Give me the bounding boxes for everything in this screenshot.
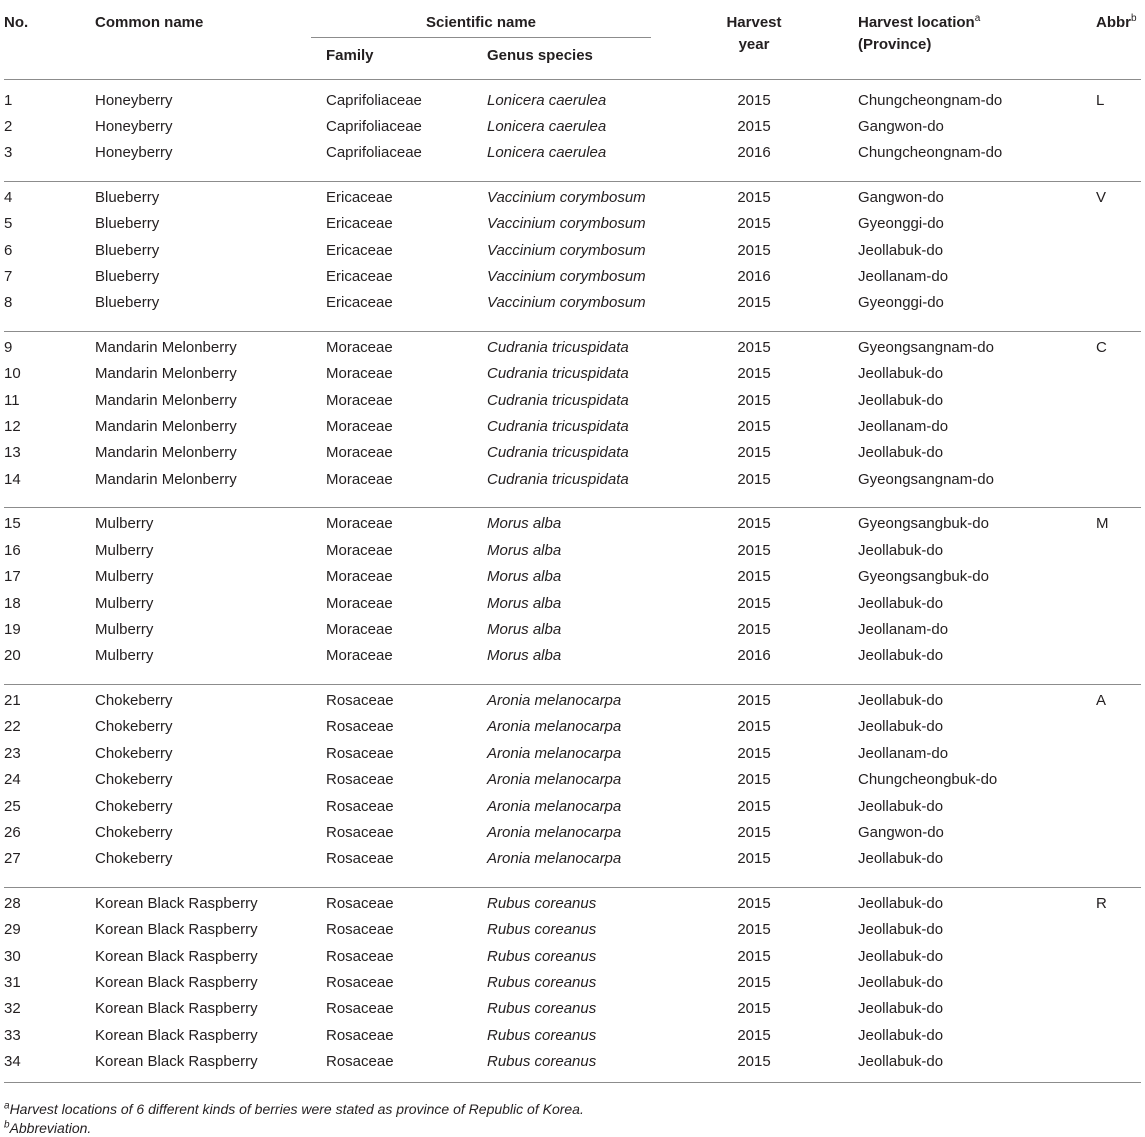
header-common-name: Common name xyxy=(95,14,204,31)
cell-harvest-year: 2015 xyxy=(737,1000,771,1017)
cell-harvest-year: 2015 xyxy=(737,1053,771,1070)
cell-row-number: 22 xyxy=(4,718,21,735)
cell-harvest-location: Gyeongsangnam-do xyxy=(858,339,994,356)
cell-common-name: Honeyberry xyxy=(95,92,173,109)
cell-common-name: Mandarin Melonberry xyxy=(95,471,237,488)
cell-genus-species: Morus alba xyxy=(487,621,562,638)
cell-row-number: 29 xyxy=(4,921,21,938)
cell-row-number: 10 xyxy=(4,365,21,382)
cell-genus-species: Rubus coreanus xyxy=(487,1027,597,1044)
cell-common-name: Chokeberry xyxy=(95,718,173,735)
cell-genus-species: Vaccinium corymbosum xyxy=(487,294,646,311)
cell-harvest-location: Jeollabuk-do xyxy=(858,974,944,991)
cell-family: Rosaceae xyxy=(326,895,394,912)
cell-abbreviation: C xyxy=(1096,339,1107,356)
cell-common-name: Korean Black Raspberry xyxy=(95,895,258,912)
header-abbr xyxy=(1096,12,1137,34)
cell-common-name: Honeyberry xyxy=(95,144,173,161)
cell-harvest-location: Jeollabuk-do xyxy=(858,850,944,867)
group-separator xyxy=(4,684,1141,685)
cell-common-name: Mulberry xyxy=(95,568,154,585)
cell-harvest-location: Jeollabuk-do xyxy=(858,1027,944,1044)
cell-row-number: 17 xyxy=(4,568,21,585)
cell-genus-species: Cudrania tricuspidata xyxy=(487,339,629,356)
cell-genus-species: Rubus coreanus xyxy=(487,974,597,991)
header-harvest-location-line1 xyxy=(858,12,980,34)
cell-row-number: 11 xyxy=(4,392,20,409)
cell-family: Caprifoliaceae xyxy=(326,144,422,161)
cell-harvest-year: 2015 xyxy=(737,118,771,135)
cell-row-number: 31 xyxy=(4,974,21,991)
header-bottom-rule xyxy=(4,79,1141,80)
cell-row-number: 21 xyxy=(4,692,21,709)
header-genus-species: Genus species xyxy=(487,47,593,64)
cell-family: Ericaceae xyxy=(326,294,393,311)
cell-family: Moraceae xyxy=(326,595,393,612)
cell-common-name: Chokeberry xyxy=(95,850,173,867)
cell-harvest-location: Gangwon-do xyxy=(858,824,944,841)
cell-row-number: 30 xyxy=(4,948,21,965)
cell-genus-species: Cudrania tricuspidata xyxy=(487,365,629,382)
cell-common-name: Mandarin Melonberry xyxy=(95,339,237,356)
cell-common-name: Korean Black Raspberry xyxy=(95,1053,258,1070)
cell-family: Rosaceae xyxy=(326,798,394,815)
cell-row-number: 23 xyxy=(4,745,21,762)
cell-family: Rosaceae xyxy=(326,692,394,709)
cell-genus-species: Morus alba xyxy=(487,568,562,585)
cell-harvest-year: 2015 xyxy=(737,824,771,841)
cell-row-number: 25 xyxy=(4,798,21,815)
cell-harvest-location: Jeollabuk-do xyxy=(858,1053,944,1070)
footnote-b-text: Abbreviation. xyxy=(9,1120,92,1136)
cell-common-name: Chokeberry xyxy=(95,745,173,762)
cell-family: Rosaceae xyxy=(326,974,394,991)
cell-row-number: 13 xyxy=(4,444,21,461)
cell-harvest-location: Jeollabuk-do xyxy=(858,595,944,612)
header-abbr-text: Abbr xyxy=(1096,14,1131,31)
cell-family: Moraceae xyxy=(326,621,393,638)
cell-harvest-year: 2015 xyxy=(737,242,771,259)
cell-harvest-year: 2015 xyxy=(737,921,771,938)
cell-row-number: 2 xyxy=(4,118,13,135)
cell-row-number: 27 xyxy=(4,850,21,867)
cell-genus-species: Rubus coreanus xyxy=(487,921,597,938)
cell-harvest-year: 2015 xyxy=(737,718,771,735)
cell-row-number: 16 xyxy=(4,542,21,559)
cell-harvest-location: Jeollabuk-do xyxy=(858,444,944,461)
cell-harvest-year: 2015 xyxy=(737,444,771,461)
cell-harvest-location: Jeollabuk-do xyxy=(858,365,944,382)
header-harvest-location-text: Harvest location xyxy=(858,14,975,31)
cell-row-number: 3 xyxy=(4,144,13,161)
cell-harvest-year: 2015 xyxy=(737,215,771,232)
cell-row-number: 26 xyxy=(4,824,21,841)
cell-common-name: Mulberry xyxy=(95,542,154,559)
cell-family: Rosaceae xyxy=(326,718,394,735)
cell-common-name: Mandarin Melonberry xyxy=(95,418,237,435)
cell-family: Rosaceae xyxy=(326,1053,394,1070)
cell-harvest-location: Chungcheongbuk-do xyxy=(858,771,998,788)
footnote-b-marker: b xyxy=(1131,13,1137,24)
cell-genus-species: Aronia melanocarpa xyxy=(487,718,622,735)
cell-family: Ericaceae xyxy=(326,242,393,259)
cell-family: Rosaceae xyxy=(326,948,394,965)
cell-harvest-year: 2015 xyxy=(737,339,771,356)
cell-harvest-location: Jeollanam-do xyxy=(858,621,949,638)
cell-family: Caprifoliaceae xyxy=(326,118,422,135)
scientific-name-underline xyxy=(311,37,651,38)
cell-family: Moraceae xyxy=(326,568,393,585)
group-separator xyxy=(4,887,1141,888)
cell-harvest-year: 2015 xyxy=(737,692,771,709)
cell-common-name: Honeyberry xyxy=(95,118,173,135)
cell-harvest-location: Jeollabuk-do xyxy=(858,1000,944,1017)
cell-harvest-location: Jeollabuk-do xyxy=(858,718,944,735)
footnote-a-marker: a xyxy=(974,13,981,24)
cell-genus-species: Rubus coreanus xyxy=(487,1000,597,1017)
footnote-b xyxy=(4,1119,91,1137)
cell-harvest-location: Jeollabuk-do xyxy=(858,921,944,938)
cell-harvest-location: Jeollabuk-do xyxy=(858,692,944,709)
cell-row-number: 20 xyxy=(4,647,21,664)
cell-common-name: Chokeberry xyxy=(95,824,173,841)
cell-row-number: 28 xyxy=(4,895,21,912)
cell-abbreviation: M xyxy=(1096,515,1109,532)
cell-harvest-year: 2015 xyxy=(737,294,771,311)
cell-common-name: Mandarin Melonberry xyxy=(95,444,237,461)
cell-harvest-year: 2015 xyxy=(737,542,771,559)
cell-harvest-location: Jeollanam-do xyxy=(858,745,949,762)
cell-harvest-location: Gyeonggi-do xyxy=(858,294,944,311)
cell-harvest-location: Gyeongsangbuk-do xyxy=(858,515,989,532)
cell-harvest-location: Jeollabuk-do xyxy=(858,798,944,815)
cell-harvest-location: Gangwon-do xyxy=(858,189,944,206)
cell-genus-species: Lonicera caerulea xyxy=(487,118,607,135)
cell-common-name: Blueberry xyxy=(95,242,160,259)
cell-genus-species: Aronia melanocarpa xyxy=(487,798,622,815)
cell-genus-species: Rubus coreanus xyxy=(487,1053,597,1070)
header-harvest-year-line1: Harvest xyxy=(726,14,782,31)
footnote-a-mark: a xyxy=(4,1100,10,1112)
cell-harvest-year: 2015 xyxy=(737,595,771,612)
group-separator xyxy=(4,507,1141,508)
cell-harvest-year: 2015 xyxy=(737,92,771,109)
footnote-b-mark: b xyxy=(4,1119,10,1131)
cell-row-number: 9 xyxy=(4,339,13,356)
cell-common-name: Korean Black Raspberry xyxy=(95,921,258,938)
cell-row-number: 24 xyxy=(4,771,21,788)
cell-harvest-year: 2015 xyxy=(737,418,771,435)
cell-family: Moraceae xyxy=(326,339,393,356)
cell-genus-species: Aronia melanocarpa xyxy=(487,824,622,841)
cell-harvest-location: Gangwon-do xyxy=(858,118,944,135)
cell-row-number: 15 xyxy=(4,515,21,532)
cell-family: Rosaceae xyxy=(326,824,394,841)
cell-family: Rosaceae xyxy=(326,850,394,867)
cell-genus-species: Morus alba xyxy=(487,515,562,532)
cell-harvest-year: 2015 xyxy=(737,392,771,409)
cell-genus-species: Aronia melanocarpa xyxy=(487,745,622,762)
cell-harvest-location: Jeollabuk-do xyxy=(858,948,944,965)
cell-common-name: Chokeberry xyxy=(95,798,173,815)
cell-common-name: Korean Black Raspberry xyxy=(95,974,258,991)
cell-common-name: Korean Black Raspberry xyxy=(95,948,258,965)
cell-family: Moraceae xyxy=(326,647,393,664)
cell-family: Moraceae xyxy=(326,542,393,559)
cell-harvest-year: 2016 xyxy=(737,647,771,664)
cell-row-number: 32 xyxy=(4,1000,21,1017)
cell-harvest-location: Gyeongsangbuk-do xyxy=(858,568,989,585)
cell-harvest-year: 2016 xyxy=(737,268,771,285)
cell-abbreviation: R xyxy=(1096,895,1107,912)
cell-harvest-year: 2015 xyxy=(737,948,771,965)
header-harvest-year-line2: year xyxy=(738,36,770,53)
cell-common-name: Korean Black Raspberry xyxy=(95,1027,258,1044)
cell-common-name: Mulberry xyxy=(95,515,154,532)
cell-row-number: 12 xyxy=(4,418,21,435)
group-separator xyxy=(4,181,1141,182)
cell-family: Moraceae xyxy=(326,392,393,409)
cell-row-number: 19 xyxy=(4,621,21,638)
header-harvest-location-line2: (Province) xyxy=(858,36,932,53)
header-scientific-name: Scientific name xyxy=(425,14,537,31)
cell-harvest-year: 2015 xyxy=(737,471,771,488)
cell-row-number: 33 xyxy=(4,1027,21,1044)
cell-genus-species: Aronia melanocarpa xyxy=(487,771,622,788)
cell-genus-species: Vaccinium corymbosum xyxy=(487,242,646,259)
cell-common-name: Mulberry xyxy=(95,595,154,612)
cell-row-number: 4 xyxy=(4,189,13,206)
cell-genus-species: Vaccinium corymbosum xyxy=(487,189,646,206)
cell-family: Rosaceae xyxy=(326,1027,394,1044)
cell-harvest-year: 2016 xyxy=(737,144,771,161)
cell-harvest-year: 2015 xyxy=(737,1027,771,1044)
cell-row-number: 6 xyxy=(4,242,13,259)
cell-harvest-year: 2015 xyxy=(737,365,771,382)
cell-common-name: Blueberry xyxy=(95,294,160,311)
header-no: No. xyxy=(4,14,29,31)
group-separator xyxy=(4,331,1141,332)
cell-harvest-year: 2015 xyxy=(737,745,771,762)
cell-family: Ericaceae xyxy=(326,268,393,285)
cell-common-name: Blueberry xyxy=(95,268,160,285)
cell-abbreviation: V xyxy=(1096,189,1107,206)
cell-harvest-year: 2015 xyxy=(737,189,771,206)
cell-harvest-location: Chungcheongnam-do xyxy=(858,92,1003,109)
cell-harvest-year: 2015 xyxy=(737,895,771,912)
cell-genus-species: Aronia melanocarpa xyxy=(487,850,622,867)
cell-family: Moraceae xyxy=(326,365,393,382)
cell-family: Moraceae xyxy=(326,444,393,461)
cell-harvest-location: Chungcheongnam-do xyxy=(858,144,1003,161)
cell-harvest-location: Jeollabuk-do xyxy=(858,242,944,259)
cell-abbreviation: L xyxy=(1096,92,1105,109)
cell-row-number: 7 xyxy=(4,268,13,285)
cell-harvest-location: Jeollabuk-do xyxy=(858,647,944,664)
cell-genus-species: Rubus coreanus xyxy=(487,948,597,965)
cell-harvest-year: 2015 xyxy=(737,515,771,532)
header-family: Family xyxy=(326,47,374,64)
cell-harvest-location: Jeollanam-do xyxy=(858,418,949,435)
cell-family: Ericaceae xyxy=(326,215,393,232)
cell-genus-species: Cudrania tricuspidata xyxy=(487,471,629,488)
cell-row-number: 18 xyxy=(4,595,21,612)
cell-genus-species: Vaccinium corymbosum xyxy=(487,268,646,285)
cell-common-name: Mandarin Melonberry xyxy=(95,365,237,382)
cell-family: Rosaceae xyxy=(326,745,394,762)
cell-genus-species: Morus alba xyxy=(487,542,562,559)
cell-family: Moraceae xyxy=(326,515,393,532)
cell-harvest-location: Gyeongsangnam-do xyxy=(858,471,994,488)
cell-harvest-year: 2015 xyxy=(737,974,771,991)
cell-harvest-location: Gyeonggi-do xyxy=(858,215,944,232)
cell-harvest-year: 2015 xyxy=(737,771,771,788)
cell-common-name: Mulberry xyxy=(95,621,154,638)
cell-harvest-year: 2015 xyxy=(737,621,771,638)
cell-row-number: 5 xyxy=(4,215,13,232)
cell-row-number: 14 xyxy=(4,471,21,488)
cell-harvest-year: 2015 xyxy=(737,798,771,815)
cell-genus-species: Vaccinium corymbosum xyxy=(487,215,646,232)
cell-common-name: Korean Black Raspberry xyxy=(95,1000,258,1017)
cell-common-name: Chokeberry xyxy=(95,692,173,709)
footnote-a xyxy=(4,1100,584,1118)
cell-harvest-year: 2015 xyxy=(737,568,771,585)
cell-family: Caprifoliaceae xyxy=(326,92,422,109)
cell-harvest-location: Jeollanam-do xyxy=(858,268,949,285)
cell-harvest-location: Jeollabuk-do xyxy=(858,895,944,912)
cell-family: Rosaceae xyxy=(326,1000,394,1017)
cell-common-name: Blueberry xyxy=(95,189,160,206)
footnote-a-text: Harvest locations of 6 different kinds of berries were stated as province of Republic of Korea. xyxy=(9,1101,584,1117)
cell-common-name: Mulberry xyxy=(95,647,154,664)
cell-family: Rosaceae xyxy=(326,921,394,938)
cell-genus-species: Lonicera caerulea xyxy=(487,92,607,109)
cell-harvest-location: Jeollabuk-do xyxy=(858,392,944,409)
cell-genus-species: Cudrania tricuspidata xyxy=(487,418,629,435)
cell-row-number: 1 xyxy=(4,92,13,109)
cell-genus-species: Morus alba xyxy=(487,595,562,612)
cell-row-number: 8 xyxy=(4,294,13,311)
cell-genus-species: Morus alba xyxy=(487,647,562,664)
cell-family: Moraceae xyxy=(326,471,393,488)
cell-common-name: Mandarin Melonberry xyxy=(95,392,237,409)
cell-common-name: Chokeberry xyxy=(95,771,173,788)
cell-family: Rosaceae xyxy=(326,771,394,788)
cell-genus-species: Aronia melanocarpa xyxy=(487,692,622,709)
cell-common-name: Blueberry xyxy=(95,215,160,232)
cell-genus-species: Rubus coreanus xyxy=(487,895,597,912)
table-bottom-rule xyxy=(4,1082,1141,1083)
cell-harvest-location: Jeollabuk-do xyxy=(858,542,944,559)
cell-family: Ericaceae xyxy=(326,189,393,206)
cell-family: Moraceae xyxy=(326,418,393,435)
cell-genus-species: Cudrania tricuspidata xyxy=(487,444,629,461)
cell-genus-species: Cudrania tricuspidata xyxy=(487,392,629,409)
cell-abbreviation: A xyxy=(1096,692,1107,709)
cell-harvest-year: 2015 xyxy=(737,850,771,867)
cell-genus-species: Lonicera caerulea xyxy=(487,144,607,161)
cell-row-number: 34 xyxy=(4,1053,21,1070)
